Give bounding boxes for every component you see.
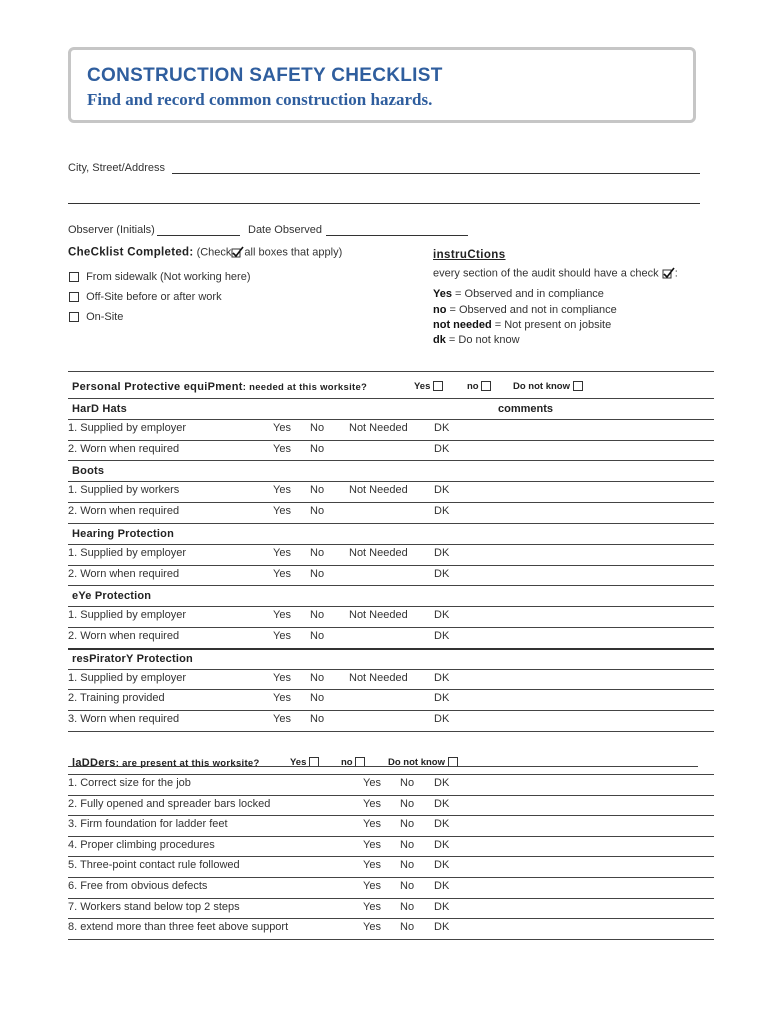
- row-label: 1. Supplied by employer: [68, 422, 187, 434]
- instructions-item: [433, 288, 604, 300]
- divider: [68, 523, 714, 524]
- ppe-heading: [72, 381, 367, 393]
- dk-option[interactable]: DK: [434, 484, 450, 497]
- ladders-question: : are present at this worksite?: [115, 758, 260, 769]
- table-row: [68, 502, 714, 522]
- instructions-desc: = Not present on jobsite: [494, 319, 612, 331]
- ppe-group-heading: resPiratorY Protection: [72, 652, 193, 665]
- instructions-desc: = Observed and not in compliance: [449, 304, 617, 316]
- no-option[interactable]: No: [400, 859, 415, 872]
- divider: [68, 731, 714, 732]
- divider: [68, 585, 714, 586]
- yes-option[interactable]: Yes: [273, 671, 291, 684]
- table-row: [68, 710, 714, 730]
- dk-option[interactable]: DK: [434, 442, 450, 455]
- dk-option[interactable]: DK: [434, 422, 450, 434]
- option-label: On-Site: [86, 311, 124, 323]
- page-title: CONSTRUCTION SAFETY CHECKLIST: [87, 65, 443, 86]
- yes-option[interactable]: Yes: [363, 900, 381, 913]
- yes-option[interactable]: Yes: [363, 777, 381, 789]
- no-option[interactable]: No: [400, 797, 415, 810]
- option-label: Yes: [414, 381, 431, 392]
- yes-option[interactable]: Yes: [363, 859, 381, 872]
- no-option[interactable]: No: [310, 546, 325, 559]
- no-option[interactable]: No: [310, 671, 325, 684]
- not-needed-option[interactable]: Not Needed: [349, 484, 408, 497]
- instructions-heading: instruCtions: [433, 249, 506, 261]
- option-label: Do not know: [513, 381, 570, 392]
- ppe-dk-option[interactable]: [513, 381, 583, 392]
- yes-option[interactable]: Yes: [363, 880, 381, 892]
- address-label: City, Street/Address: [68, 162, 165, 174]
- ppe-group-heading: HarD Hats: [72, 403, 127, 415]
- option-label: no: [341, 757, 353, 768]
- dk-option[interactable]: DK: [434, 777, 450, 789]
- row-label: 2. Worn when required: [68, 567, 180, 580]
- row-label: 1. Supplied by employer: [68, 609, 187, 622]
- table-row: [68, 836, 714, 856]
- not-needed-option[interactable]: Not Needed: [349, 609, 408, 622]
- yes-option[interactable]: Yes: [363, 838, 381, 851]
- dk-option[interactable]: DK: [434, 567, 450, 580]
- checked-box-icon: [662, 267, 675, 280]
- yes-option[interactable]: Yes: [273, 505, 291, 518]
- no-option[interactable]: No: [400, 921, 415, 934]
- checklist-note-before: (Check: [196, 246, 232, 259]
- table-row: [68, 440, 714, 460]
- dk-option[interactable]: DK: [434, 629, 450, 642]
- instructions-desc: = Observed and in compliance: [455, 288, 604, 300]
- no-option[interactable]: No: [310, 422, 325, 434]
- no-option[interactable]: No: [310, 484, 325, 497]
- dk-option[interactable]: DK: [434, 505, 450, 518]
- not-needed-option[interactable]: Not Needed: [349, 671, 408, 684]
- table-row: [68, 815, 714, 835]
- no-option[interactable]: No: [310, 713, 325, 725]
- option-onsite[interactable]: [69, 311, 123, 323]
- dk-option[interactable]: DK: [434, 900, 450, 913]
- comments-heading: comments: [498, 403, 554, 415]
- dk-option[interactable]: DK: [434, 713, 450, 725]
- no-option[interactable]: No: [400, 900, 415, 913]
- yes-option[interactable]: Yes: [363, 921, 381, 934]
- row-label: 4. Proper climbing procedures: [68, 838, 215, 851]
- table-row: [68, 898, 714, 918]
- table-row: [68, 918, 714, 938]
- instructions-intro-end: :: [674, 267, 678, 280]
- table-row: [68, 627, 714, 647]
- not-needed-option[interactable]: Not Needed: [349, 546, 408, 559]
- row-label: 3. Worn when required: [68, 713, 180, 725]
- table-row: [68, 419, 714, 439]
- divider: [68, 939, 714, 940]
- dk-option[interactable]: DK: [434, 838, 450, 851]
- ladders-heading: [72, 757, 260, 769]
- row-label: 2. Fully opened and spreader bars locked: [68, 797, 271, 810]
- row-label: 7. Workers stand below top 2 steps: [68, 900, 240, 913]
- checkbox[interactable]: [481, 381, 491, 391]
- yes-option[interactable]: Yes: [273, 546, 291, 559]
- ppe-yes-option[interactable]: [414, 381, 443, 392]
- table-row: [68, 606, 714, 626]
- address-field-line2[interactable]: [68, 203, 700, 204]
- row-label: 6. Free from obvious defects: [68, 880, 208, 892]
- title-box: [68, 47, 696, 123]
- option-label: Do not know: [388, 757, 445, 768]
- date-label: Date Observed: [248, 224, 322, 236]
- instructions-desc: = Do not know: [448, 334, 520, 346]
- row-label: 1. Supplied by employer: [68, 546, 187, 559]
- instructions-item: [433, 319, 611, 331]
- ppe-group-heading: Boots: [72, 465, 105, 478]
- ladders-heading-text: laDDers: [72, 757, 116, 769]
- dk-option[interactable]: DK: [434, 546, 450, 559]
- instructions-term: not needed: [433, 319, 492, 331]
- checkbox[interactable]: [69, 312, 79, 322]
- yes-option[interactable]: Yes: [273, 629, 291, 642]
- address-field[interactable]: [172, 173, 700, 174]
- instructions-item: [433, 304, 617, 316]
- no-option[interactable]: No: [400, 818, 415, 831]
- option-label: no: [467, 381, 479, 392]
- checkbox[interactable]: [69, 292, 79, 302]
- dk-option[interactable]: DK: [434, 859, 450, 872]
- row-label: 2. Worn when required: [68, 629, 180, 642]
- checkbox[interactable]: [69, 272, 79, 282]
- option-label: From sidewalk (Not working here): [86, 271, 251, 283]
- row-label: 2. Worn when required: [68, 442, 180, 455]
- divider: [68, 398, 714, 399]
- row-label: 2. Training provided: [68, 692, 165, 705]
- dk-option[interactable]: DK: [434, 797, 450, 810]
- instructions-intro: [433, 267, 678, 280]
- dk-option[interactable]: DK: [434, 921, 450, 934]
- dk-option[interactable]: DK: [434, 609, 450, 622]
- not-needed-option[interactable]: Not Needed: [349, 422, 408, 434]
- no-option[interactable]: No: [310, 609, 325, 622]
- ppe-no-option[interactable]: [467, 381, 491, 392]
- yes-option[interactable]: Yes: [273, 713, 291, 725]
- ppe-question: : needed at this worksite?: [242, 382, 368, 393]
- checked-box-icon: [231, 246, 244, 259]
- option-sidewalk[interactable]: [69, 271, 251, 283]
- observer-field[interactable]: [157, 235, 240, 236]
- no-option[interactable]: No: [400, 777, 415, 789]
- option-label: Yes: [290, 757, 307, 768]
- checkbox[interactable]: [573, 381, 583, 391]
- instructions-intro-text: every section of the audit should have a check: [433, 267, 659, 280]
- checklist-note-after: all boxes that apply): [244, 246, 343, 259]
- checklist-completed: [68, 246, 342, 259]
- checkbox[interactable]: [433, 381, 443, 391]
- row-label: 1. Supplied by workers: [68, 484, 180, 497]
- table-row: [68, 774, 714, 794]
- dk-option[interactable]: DK: [434, 671, 450, 684]
- ppe-group-heading: eYe Protection: [72, 590, 152, 603]
- checklist-completed-heading: CheCklist Completed:: [68, 246, 194, 259]
- table-row: [68, 481, 714, 501]
- observer-label: Observer (Initials): [68, 224, 155, 236]
- date-field[interactable]: [326, 235, 468, 236]
- no-option[interactable]: No: [400, 838, 415, 851]
- dk-option[interactable]: DK: [434, 692, 450, 705]
- row-label: 3. Firm foundation for ladder feet: [68, 818, 228, 831]
- row-label: 1. Supplied by employer: [68, 671, 187, 684]
- no-option[interactable]: No: [310, 505, 325, 518]
- table-row: [68, 669, 714, 689]
- yes-option[interactable]: Yes: [363, 797, 381, 810]
- table-row: [68, 689, 714, 709]
- table-row: [68, 877, 714, 897]
- row-label: 2. Worn when required: [68, 505, 180, 518]
- yes-option[interactable]: Yes: [273, 609, 291, 622]
- no-option[interactable]: No: [310, 442, 325, 455]
- yes-option[interactable]: Yes: [273, 422, 291, 434]
- yes-option[interactable]: Yes: [363, 818, 381, 831]
- table-row: [68, 856, 714, 876]
- table-row: [68, 795, 714, 815]
- divider: [68, 648, 714, 650]
- instructions-term: dk: [433, 334, 446, 346]
- no-option[interactable]: No: [400, 880, 415, 892]
- yes-option[interactable]: Yes: [273, 484, 291, 497]
- instructions-item: [433, 334, 520, 346]
- ppe-heading-text: Personal Protective equiPment: [72, 381, 243, 393]
- row-label: 8. extend more than three feet above support: [68, 921, 289, 934]
- dk-option[interactable]: DK: [434, 818, 450, 831]
- table-row: [68, 544, 714, 564]
- no-option[interactable]: No: [310, 692, 325, 705]
- dk-option[interactable]: DK: [434, 880, 450, 892]
- no-option[interactable]: No: [310, 629, 325, 642]
- instructions-term: no: [433, 304, 447, 316]
- ppe-group-heading: Hearing Protection: [72, 527, 175, 540]
- row-label: 5. Three-point contact rule followed: [68, 859, 240, 872]
- yes-option[interactable]: Yes: [273, 567, 291, 580]
- divider: [68, 460, 714, 461]
- table-row: [68, 565, 714, 585]
- yes-option[interactable]: Yes: [273, 692, 291, 705]
- divider: [68, 371, 714, 372]
- yes-option[interactable]: Yes: [273, 442, 291, 455]
- instructions-term: Yes: [433, 288, 452, 300]
- row-label: 1. Correct size for the job: [68, 777, 191, 789]
- page-subtitle: Find and record common construction hazards.: [87, 90, 433, 109]
- option-label: Off-Site before or after work: [86, 291, 222, 303]
- divider: [68, 766, 698, 767]
- no-option[interactable]: No: [310, 567, 325, 580]
- option-offsite[interactable]: [69, 291, 222, 303]
